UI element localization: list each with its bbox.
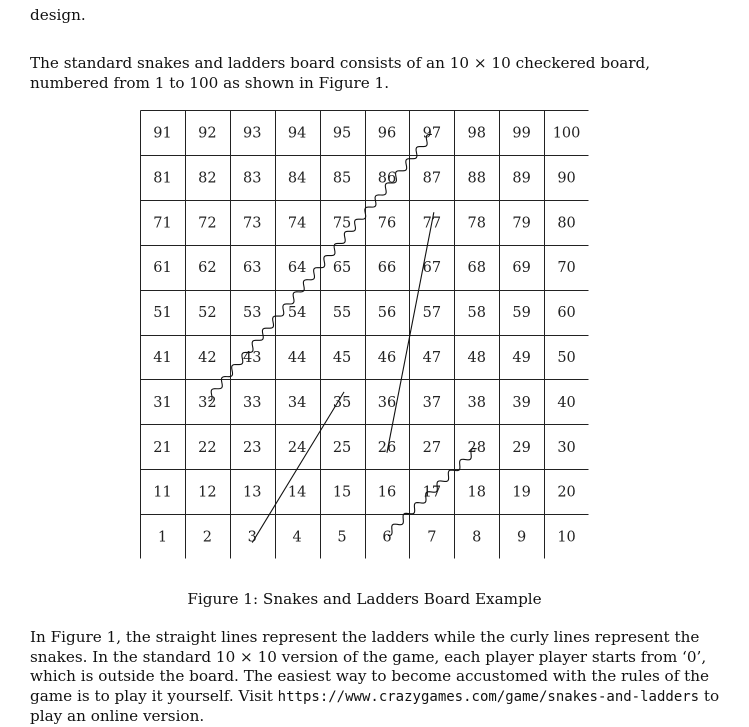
cell-number: 75 — [332, 215, 352, 232]
cell-number: 20 — [557, 484, 576, 501]
cell-number: 37 — [422, 394, 442, 411]
cell-number: 69 — [512, 260, 531, 277]
explanation-paragraph — [30, 628, 720, 727]
cell-number: 63 — [243, 260, 262, 277]
cell-number: 89 — [512, 170, 531, 187]
intro-text-b: checkered board, numbered from 1 to 100 as shown in Figure 1. — [30, 54, 651, 92]
cell-number: 51 — [153, 305, 172, 322]
cell-number: 62 — [198, 260, 217, 277]
cell-number: 8 — [472, 529, 482, 546]
cell-number: 81 — [153, 170, 172, 187]
cell-number: 44 — [287, 349, 307, 366]
cell-number: 6 — [382, 529, 392, 546]
cell-number: 86 — [377, 170, 397, 187]
crazygames-link[interactable]: https://www.crazygames.com/game/snakes-and-ladders — [277, 688, 700, 705]
cell-number: 35 — [332, 394, 352, 411]
cell-number: 16 — [377, 484, 397, 501]
cell-number: 14 — [287, 484, 307, 501]
top-fragment: design. — [30, 6, 86, 24]
cell-number: 58 — [467, 305, 486, 322]
cell-number: 28 — [467, 439, 486, 456]
intro-math: 10 × 10 — [449, 54, 511, 72]
intro-text-a: The standard snakes and ladders board consists of an — [30, 54, 450, 72]
cell-number: 33 — [243, 394, 262, 411]
cell-number: 97 — [422, 125, 442, 142]
ladder-line — [387, 212, 434, 453]
cell-number: 94 — [287, 125, 307, 142]
cell-number: 5 — [337, 529, 347, 546]
cell-number: 47 — [422, 349, 442, 366]
cell-number: 64 — [287, 260, 307, 277]
cell-number: 70 — [557, 260, 576, 277]
cell-number: 7 — [427, 529, 437, 546]
cell-number: 68 — [467, 260, 486, 277]
cell-number: 2 — [202, 529, 212, 546]
cell-number: 85 — [332, 170, 352, 187]
cell-number: 67 — [422, 260, 442, 277]
ladder-line — [252, 392, 344, 543]
cell-number: 76 — [377, 215, 397, 232]
cell-number: 84 — [287, 170, 307, 187]
after-text-a: In Figure 1, the straight lines represent the ladders while the curly lines represent the snakes. In the standard — [30, 628, 700, 666]
cell-number: 39 — [512, 394, 531, 411]
cell-number: 4 — [292, 529, 302, 546]
cell-number: 90 — [557, 170, 576, 187]
cell-number: 12 — [198, 484, 217, 501]
cell-number: 55 — [332, 305, 352, 322]
cell-number: 93 — [243, 125, 262, 142]
cell-number: 53 — [243, 305, 262, 322]
cell-number: 87 — [422, 170, 442, 187]
cell-number: 46 — [377, 349, 397, 366]
cell-number: 43 — [243, 349, 262, 366]
cell-number: 99 — [512, 125, 531, 142]
board-svg — [140, 110, 589, 559]
cell-number: 57 — [422, 305, 442, 322]
cell-number: 3 — [247, 529, 257, 546]
cell-number: 72 — [198, 215, 217, 232]
cell-number: 92 — [198, 125, 217, 142]
cell-number: 80 — [557, 215, 576, 232]
cell-number: 29 — [512, 439, 531, 456]
cell-number: 18 — [467, 484, 486, 501]
cell-number: 60 — [557, 305, 576, 322]
cell-number: 88 — [467, 170, 486, 187]
cell-number: 11 — [153, 484, 172, 501]
cell-number: 77 — [422, 215, 442, 232]
cell-number: 96 — [377, 125, 397, 142]
cell-number: 40 — [557, 394, 576, 411]
cell-number: 95 — [332, 125, 352, 142]
cell-number: 79 — [512, 215, 531, 232]
cell-number: 38 — [467, 394, 486, 411]
cell-number: 100 — [552, 125, 581, 142]
after-text-c: to play an online version. — [30, 686, 720, 725]
cell-number: 61 — [153, 260, 172, 277]
cell-number: 27 — [422, 439, 442, 456]
cell-number: 21 — [153, 439, 172, 456]
cell-number: 24 — [287, 439, 307, 456]
cell-number: 15 — [332, 484, 352, 501]
cell-number: 45 — [332, 349, 352, 366]
cell-number: 34 — [287, 394, 307, 411]
cell-number: 78 — [467, 215, 486, 232]
text-fragment-top — [30, 6, 720, 26]
cell-number: 41 — [153, 349, 172, 366]
cell-number: 48 — [467, 349, 486, 366]
cell-number: 23 — [243, 439, 262, 456]
cell-number: 66 — [377, 260, 397, 277]
snake-line — [388, 448, 477, 535]
snakes-and-ladders-board — [140, 110, 589, 559]
cell-number: 30 — [557, 439, 576, 456]
cell-number: 71 — [153, 215, 172, 232]
cell-number: 1 — [157, 529, 168, 546]
cell-number: 65 — [332, 260, 352, 277]
cell-number: 50 — [557, 349, 576, 366]
cell-number: 10 — [557, 529, 576, 546]
cell-number: 52 — [198, 305, 217, 322]
cell-number: 54 — [287, 305, 307, 322]
cell-number: 98 — [467, 125, 486, 142]
cell-number: 49 — [512, 349, 531, 366]
after-text-b: version of the game, each player player starts from ‘0’, which is outside the board. The easiest way to become accustomed with the rules of the game is to play it yourself. Visit — [30, 647, 710, 705]
cell-number: 83 — [243, 170, 262, 187]
cell-number: 22 — [198, 439, 217, 456]
cell-number: 56 — [377, 305, 397, 322]
cell-number: 9 — [517, 529, 527, 546]
after-math: 10 × 10 — [215, 647, 277, 666]
cell-number: 91 — [153, 125, 172, 142]
cell-number: 25 — [332, 439, 352, 456]
cell-number: 19 — [512, 484, 531, 501]
cell-number: 32 — [198, 394, 217, 411]
cell-number: 17 — [422, 484, 442, 501]
cell-number: 31 — [153, 394, 172, 411]
intro-paragraph — [30, 54, 720, 93]
cell-number: 36 — [377, 394, 397, 411]
cell-number: 73 — [243, 215, 262, 232]
cell-number: 82 — [198, 170, 217, 187]
cell-number: 42 — [198, 349, 217, 366]
cell-number: 26 — [377, 439, 397, 456]
cell-number: 13 — [243, 484, 262, 501]
figure-caption: Figure 1: Snakes and Ladders Board Example — [187, 590, 542, 608]
cell-number: 74 — [287, 215, 307, 232]
cell-number: 59 — [512, 305, 531, 322]
